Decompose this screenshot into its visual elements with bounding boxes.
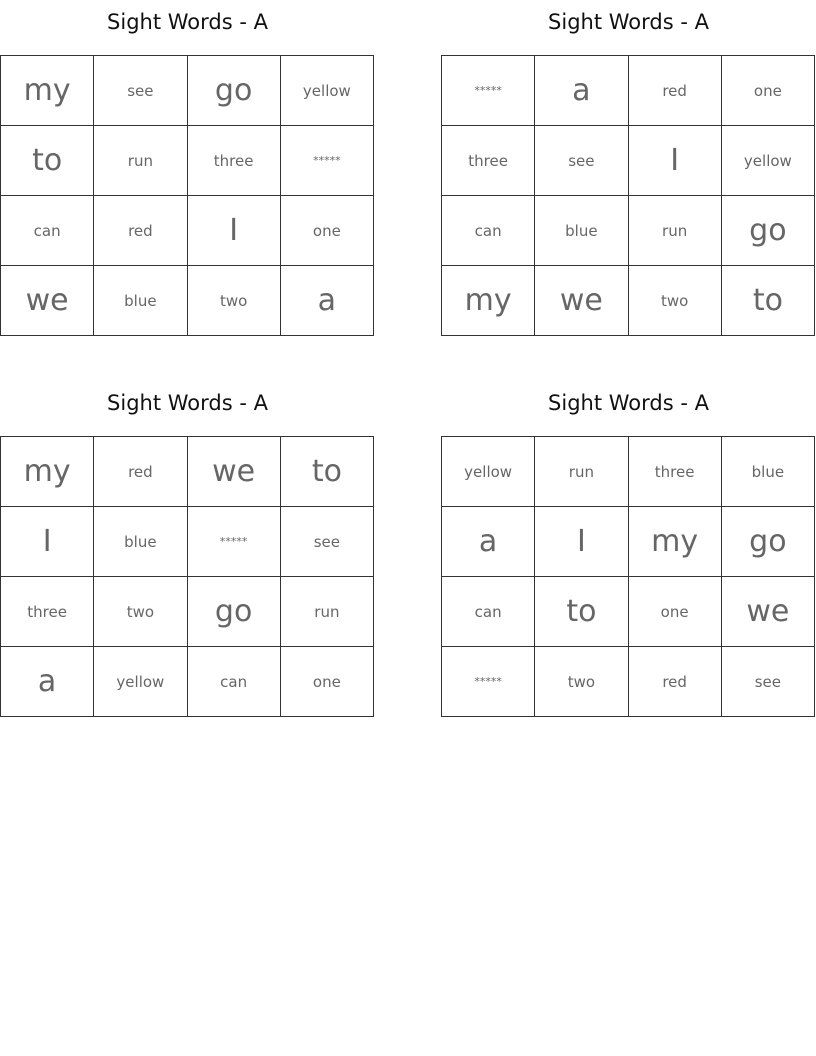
grid-cell: see	[280, 507, 373, 577]
grid-cell: go	[187, 577, 280, 647]
grid-cell: to	[535, 577, 628, 647]
bingo-grid	[441, 436, 815, 717]
grid-row	[1, 647, 374, 717]
card-title: Sight Words - A	[548, 391, 709, 415]
grid-cell: blue	[94, 266, 187, 336]
grid-cell: two	[94, 577, 187, 647]
grid-cell: *****	[187, 507, 280, 577]
grid-row	[442, 196, 815, 266]
grid-row	[442, 647, 815, 717]
grid-cell: run	[628, 196, 721, 266]
grid-row	[1, 507, 374, 577]
grid-cell: three	[442, 126, 535, 196]
grid-cell: one	[628, 577, 721, 647]
grid-row	[1, 577, 374, 647]
bingo-grid	[0, 55, 374, 336]
grid-cell: a	[1, 647, 94, 717]
grid-cell: red	[94, 437, 187, 507]
grid-row	[1, 437, 374, 507]
grid-cell: a	[442, 507, 535, 577]
grid-cell: two	[535, 647, 628, 717]
grid-row	[442, 437, 815, 507]
grid-cell: my	[1, 437, 94, 507]
grid-row	[1, 266, 374, 336]
grid-cell: to	[1, 126, 94, 196]
grid-cell: a	[535, 56, 628, 126]
grid-cell: my	[628, 507, 721, 577]
grid-cell: run	[535, 437, 628, 507]
bingo-grid	[441, 55, 815, 336]
grid-cell: we	[1, 266, 94, 336]
grid-cell: can	[442, 196, 535, 266]
grid-cell: blue	[535, 196, 628, 266]
grid-cell: I	[535, 507, 628, 577]
grid-cell: blue	[721, 437, 814, 507]
grid-cell: my	[1, 56, 94, 126]
grid-row	[442, 126, 815, 196]
grid-cell: yellow	[280, 56, 373, 126]
grid-cell: one	[280, 647, 373, 717]
grid-cell: we	[721, 577, 814, 647]
grid-cell: *****	[442, 56, 535, 126]
grid-cell: one	[721, 56, 814, 126]
grid-cell: I	[628, 126, 721, 196]
grid-cell: yellow	[721, 126, 814, 196]
grid-cell: see	[721, 647, 814, 717]
grid-row	[1, 56, 374, 126]
grid-cell: blue	[94, 507, 187, 577]
grid-cell: yellow	[442, 437, 535, 507]
grid-cell: *****	[280, 126, 373, 196]
grid-cell: we	[535, 266, 628, 336]
grid-cell: a	[280, 266, 373, 336]
grid-cell: yellow	[94, 647, 187, 717]
grid-cell: see	[535, 126, 628, 196]
grid-cell: go	[721, 196, 814, 266]
grid-row	[442, 577, 815, 647]
grid-cell: two	[628, 266, 721, 336]
grid-cell: to	[280, 437, 373, 507]
card-title: Sight Words - A	[107, 10, 268, 34]
grid-row	[1, 126, 374, 196]
card-title: Sight Words - A	[548, 10, 709, 34]
grid-cell: one	[280, 196, 373, 266]
grid-cell: go	[721, 507, 814, 577]
grid-cell: two	[187, 266, 280, 336]
grid-row	[1, 196, 374, 266]
grid-row	[442, 56, 815, 126]
grid-cell: can	[1, 196, 94, 266]
bingo-grid	[0, 436, 374, 717]
grid-cell: red	[628, 56, 721, 126]
grid-cell: run	[280, 577, 373, 647]
grid-cell: can	[442, 577, 535, 647]
grid-cell: I	[1, 507, 94, 577]
grid-cell: three	[628, 437, 721, 507]
grid-cell: three	[187, 126, 280, 196]
grid-cell: go	[187, 56, 280, 126]
grid-row	[442, 266, 815, 336]
grid-cell: three	[1, 577, 94, 647]
grid-cell: can	[187, 647, 280, 717]
grid-row	[442, 507, 815, 577]
grid-cell: to	[721, 266, 814, 336]
grid-cell: run	[94, 126, 187, 196]
grid-cell: red	[94, 196, 187, 266]
grid-cell: I	[187, 196, 280, 266]
grid-cell: red	[628, 647, 721, 717]
card-title: Sight Words - A	[107, 391, 268, 415]
grid-cell: my	[442, 266, 535, 336]
grid-cell: *****	[442, 647, 535, 717]
grid-cell: we	[187, 437, 280, 507]
grid-cell: see	[94, 56, 187, 126]
